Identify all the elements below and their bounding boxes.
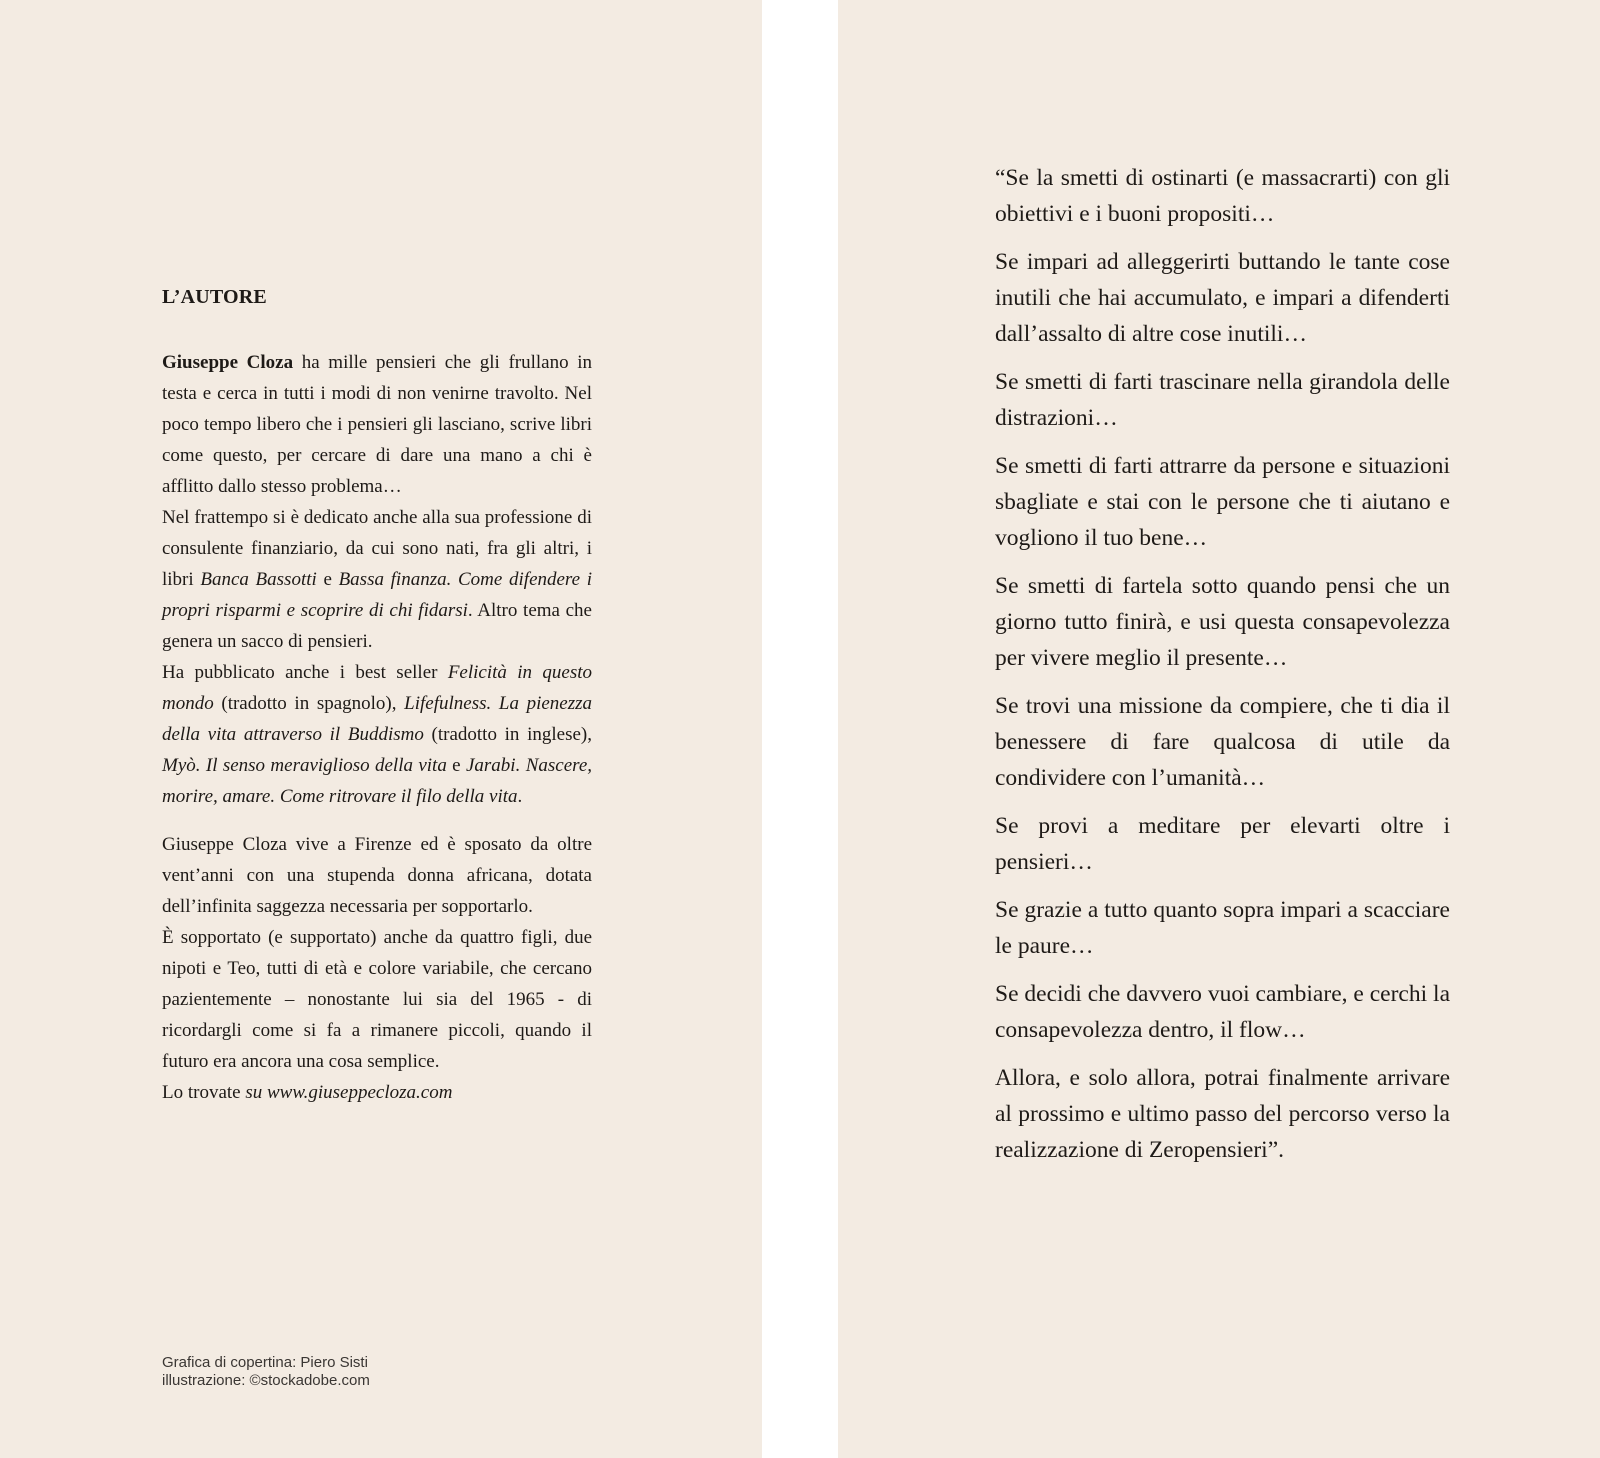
bio-paragraph-website: Lo trovate su www.giuseppecloza.com [162,1082,453,1103]
bio-paragraph-children: È sopportato (e supportato) anche da quattro figli, due nipoti e Teo, tutti di età e colore variabile, che cercano pazientemente – nonostante lui sia del 1965 - di ricordargli come si fa a rimanere piccoli, quando il futuro era ancora una cosa semplice. [162,927,592,1072]
quote-paragraph: Se trovi una missione da compiere, che ti dia il benessere di fare qualcosa di utile da condividere con l’umanità… [995,693,1450,791]
quote-paragraph: Se smetti di fartela sotto quando pensi che un giorno tutto finirà, e usi questa consapevolezza per vivere meglio il presente… [995,573,1450,671]
book-title: Myò. Il senso meraviglioso della vita [162,755,447,776]
book-title: Jarabi. Nascere, morire, amare. Come ritrovare il filo della vita [162,755,593,807]
credit-cover-design: Grafica di copertina: Piero Sisti [162,1354,368,1371]
author-heading: L’AUTORE [162,286,267,308]
quote-paragraph: Se provi a meditare per elevarti oltre i pensieri… [995,813,1450,875]
bio-paragraph-finance: Nel frattempo si è dedicato anche alla sua professione di consulente finanziario, da cui sono nati, fra gli altri, i libri Banca Bassotti e Bassa finanza. Come difendere i propri risparmi e scoprire di chi fidarsi. Altro tema che genera un sacco di pensieri. [162,507,593,652]
book-title: Felicità in questo mondo [162,662,592,714]
quote-paragraph: Se impari ad alleggerirti buttando le tante cose inutili che hai accumulato, e impari a difenderti dall’assalto di altre cose inutili… [995,249,1450,347]
bio-paragraph-family: Giuseppe Cloza vive a Firenze ed è sposato da oltre vent’anni con una stupenda donna africana, dotata dell’infinita saggezza necessaria per sopportarlo. [162,834,592,917]
quote-paragraph: Se grazie a tutto quanto sopra impari a scacciare le paure… [995,897,1450,959]
website-link: su www.giuseppecloza.com [245,1082,453,1103]
quote-paragraph: Allora, e solo allora, potrai finalmente arrivare al prossimo e ultimo passo del percorso verso la realizzazione di Zeropensieri”. [995,1065,1450,1163]
left-page [0,0,762,1458]
book-title: Banca Bassotti [200,569,317,590]
author-bio [162,347,592,1108]
book-title: Lifefulness. La pienezza della vita attraverso il Buddismo [162,693,593,745]
quote-paragraph: “Se la smetti di ostinarti (e massacrarti) con gli obiettivi e i buoni propositi… [995,165,1450,227]
credit-illustration: illustrazione: ©stockadobe.com [162,1372,370,1389]
cover-credits [162,1354,370,1390]
author-name: Giuseppe Cloza [162,352,294,373]
bio-paragraph-intro: Giuseppe Cloza ha mille pensieri che gli frullano in testa e cerca in tutti i modi di non venirne travolto. Nel poco tempo libero che i pensieri gli lasciano, scrive libri come questo, per cercare di dare una mano a chi è afflitto dallo stesso problema… [162,352,592,497]
book-title: Bassa finanza. Come difendere i propri risparmi e scoprire di chi fidarsi [162,569,593,621]
right-page [838,0,1600,1458]
back-cover-quote [995,160,1450,1180]
quote-paragraph: Se smetti di farti trascinare nella girandola delle distrazioni… [995,369,1450,431]
quote-paragraph: Se smetti di farti attrarre da persone e situazioni sbagliate e stai con le persone che ti aiutano e vogliono il tuo bene… [995,453,1450,551]
quote-paragraph: Se decidi che davvero vuoi cambiare, e cerchi la consapevolezza dentro, il flow… [995,981,1450,1043]
bio-paragraph-bestsellers: Ha pubblicato anche i best seller Felicità in questo mondo (tradotto in spagnolo), Lifefulness. La pienezza della vita attraverso il Buddismo (tradotto in inglese), Myò. Il senso meraviglioso della vita e Jarabi. Nascere, morire, amare. Come ritrovare il filo della vita. [162,662,593,807]
